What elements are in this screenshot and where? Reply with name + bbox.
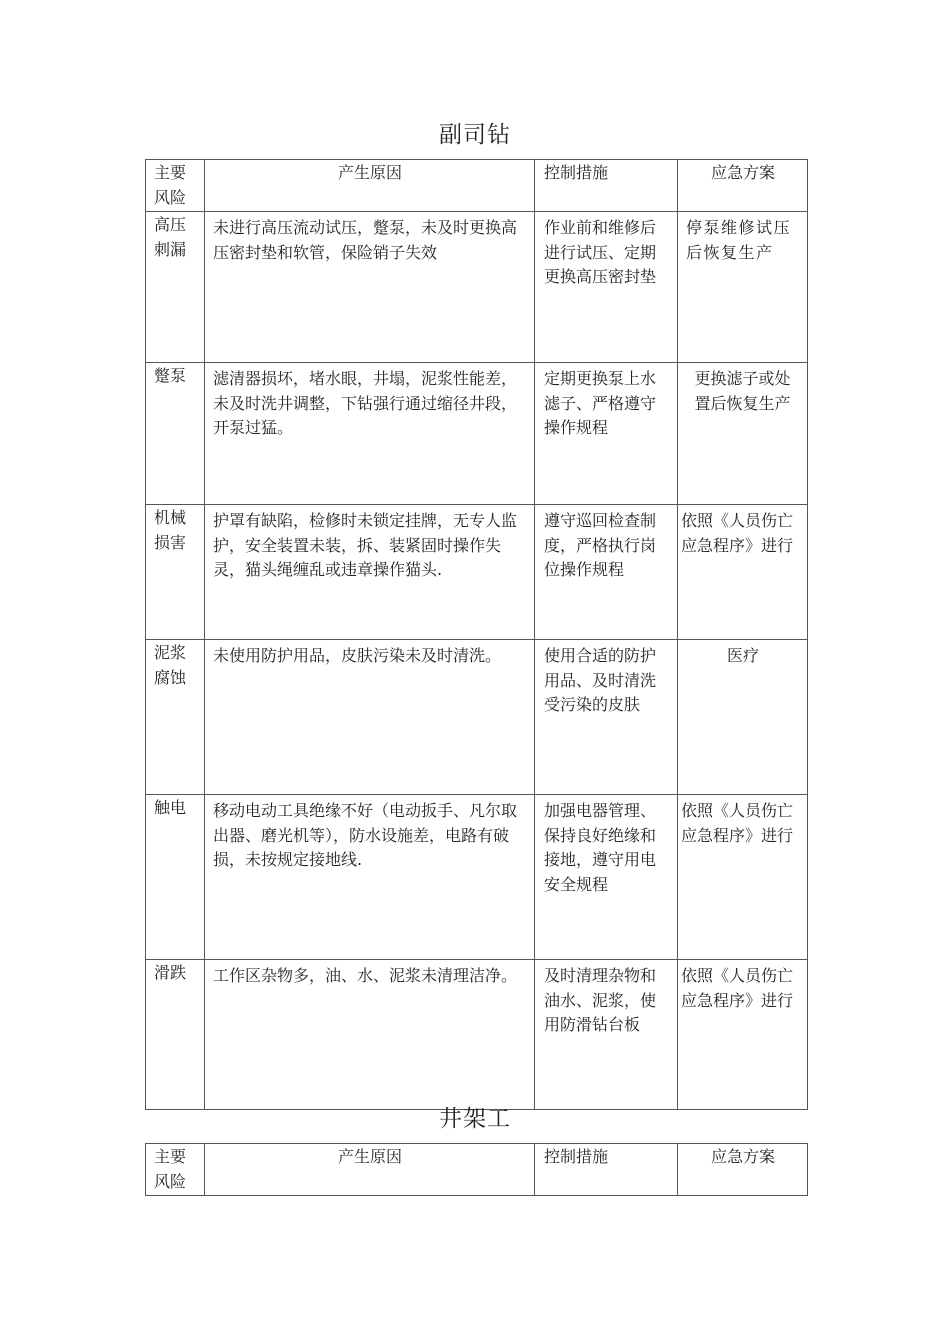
section-title: 井架工 [439, 1106, 511, 1132]
table-header-row [146, 160, 808, 212]
table-row [146, 640, 808, 795]
header-measure: 控制措施 [535, 1144, 678, 1196]
table-row [146, 363, 808, 505]
risk-cell: 机械损害 [146, 505, 205, 640]
cause-cell: 护罩有缺陷，检修时未锁定挂牌，无专人监护，安全装置未装，拆、装紧固时操作失灵，猫头绳缠乱或违章操作猫头. [205, 505, 535, 640]
cause-cell: 工作区杂物多，油、水、泥浆未清理洁净。 [205, 960, 535, 1110]
measure-cell: 定期更换泵上水滤子、严格遵守操作规程 [535, 363, 678, 505]
cause-cell: 未进行高压流动试压，蹩泵，未及时更换高压密封垫和软管，保险销子失效 [205, 212, 535, 363]
table-header-row [146, 1144, 808, 1196]
plan-cell: 依照《人员伤亡应急程序》进行 [678, 505, 808, 640]
header-risk: 主要风险 [146, 1144, 205, 1196]
table-row [146, 960, 808, 1110]
risk-table [145, 1143, 808, 1196]
header-plan: 应急方案 [678, 160, 808, 212]
risk-cell: 滑跌 [146, 960, 205, 1110]
risk-cell: 泥浆腐蚀 [146, 640, 205, 795]
plan-cell: 依照《人员伤亡应急程序》进行 [678, 960, 808, 1110]
risk-cell: 触电 [146, 795, 205, 960]
table-row [146, 212, 808, 363]
table-row [146, 505, 808, 640]
cause-cell: 移动电动工具绝缘不好（电动扳手、凡尔取出器、磨光机等），防水设施差，电路有破损，未按规定接地线. [205, 795, 535, 960]
risk-cell: 蹩泵 [146, 363, 205, 505]
plan-cell: 更换滤子或处置后恢复生产 [678, 363, 808, 505]
risk-cell: 高压刺漏 [146, 212, 205, 363]
measure-cell: 作业前和维修后进行试压、定期更换高压密封垫 [535, 212, 678, 363]
measure-cell: 使用合适的防护用品、及时清洗受污染的皮肤 [535, 640, 678, 795]
header-risk: 主要风险 [146, 160, 205, 212]
plan-cell: 停泵维修试压后恢复生产 [678, 212, 808, 363]
measure-cell: 加强电器管理、保持良好绝缘和接地，遵守用电安全规程 [535, 795, 678, 960]
measure-cell: 遵守巡回检查制度，严格执行岗位操作规程 [535, 505, 678, 640]
table-row [146, 795, 808, 960]
plan-cell: 依照《人员伤亡应急程序》进行 [678, 795, 808, 960]
cause-cell: 滤清器损坏，堵水眼，井塌，泥浆性能差，未及时洗井调整，下钻强行通过缩径井段，开泵过猛。 [205, 363, 535, 505]
header-cause: 产生原因 [205, 1144, 535, 1196]
header-measure: 控制措施 [535, 160, 678, 212]
section-title: 副司钻 [439, 122, 511, 148]
risk-table [145, 159, 808, 1110]
header-plan: 应急方案 [678, 1144, 808, 1196]
header-cause: 产生原因 [205, 160, 535, 212]
cause-cell: 未使用防护用品，皮肤污染未及时清洗。 [205, 640, 535, 795]
measure-cell: 及时清理杂物和油水、泥浆，使用防滑钻台板 [535, 960, 678, 1110]
plan-cell: 医疗 [678, 640, 808, 795]
